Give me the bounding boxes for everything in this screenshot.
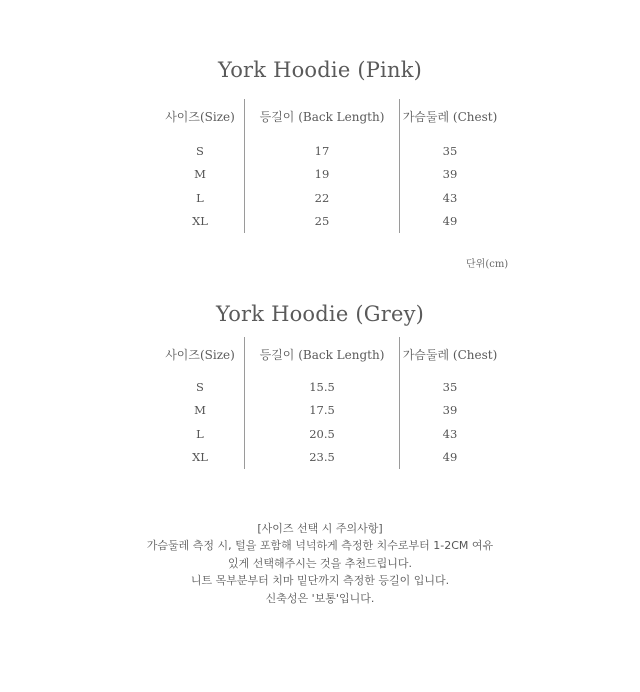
back-length-column [244, 345, 400, 469]
chest-cell: 35 [442, 380, 458, 394]
back-length-cell: 22 [314, 190, 330, 205]
grey-size-table [160, 345, 500, 471]
notes-line: 신축성은 '보통'입니다. [265, 591, 375, 605]
back-length-cell: 17.5 [309, 403, 335, 418]
size-notes [0, 520, 640, 607]
back-length-cell: 17 [314, 144, 330, 158]
size-cell: XL [192, 213, 208, 228]
size-cell: S [196, 144, 204, 158]
size-column [160, 107, 240, 233]
column-divider [399, 99, 400, 233]
size-cell: XL [192, 449, 208, 464]
size-column [160, 345, 240, 469]
chest-cell: 39 [442, 403, 458, 418]
chest-column [400, 107, 500, 233]
chest-header: 가슴둘레 (Chest) [402, 110, 498, 124]
column-divider [244, 337, 245, 469]
chest-cell: 39 [442, 167, 458, 182]
back-length-header: 등길이 (Back Length) [259, 110, 385, 124]
notes-heading: [사이즈 선택 시 주의사항] [257, 522, 383, 535]
unit-label: 단위(cm) [466, 259, 509, 270]
size-cell: M [194, 403, 206, 418]
size-cell: L [196, 426, 204, 441]
chest-header: 가슴둘레 (Chest) [402, 348, 498, 362]
notes-line: 니트 목부분부터 치마 밑단까지 측정한 등길이 입니다. [190, 574, 450, 588]
back-length-cell: 20.5 [309, 426, 335, 441]
pink-table-title: York Hoodie (Pink) [217, 58, 423, 82]
chest-cell: 43 [442, 426, 458, 441]
size-cell: S [196, 380, 204, 394]
column-divider [399, 337, 400, 469]
pink-size-table [160, 107, 500, 233]
notes-line: 있게 선택해주시는 것을 추천드립니다. [227, 556, 412, 570]
column-divider [244, 99, 245, 233]
back-length-cell: 15.5 [309, 380, 335, 394]
back-length-column [244, 107, 400, 233]
chest-cell: 35 [442, 144, 458, 158]
notes-line: 가슴둘레 측정 시, 털을 포함해 넉넉하게 측정한 치수로부터 1-2CM 여유 [146, 539, 494, 553]
chest-cell: 43 [442, 190, 458, 205]
size-header: 사이즈(Size) [165, 348, 235, 362]
back-length-cell: 23.5 [309, 449, 335, 464]
back-length-cell: 19 [314, 167, 330, 182]
back-length-header: 등길이 (Back Length) [259, 348, 385, 362]
size-cell: L [196, 190, 204, 205]
size-header: 사이즈(Size) [165, 110, 235, 124]
chest-cell: 49 [442, 213, 458, 228]
chest-cell: 49 [442, 449, 458, 464]
size-cell: M [194, 167, 206, 182]
back-length-cell: 25 [314, 213, 330, 228]
grey-table-title: York Hoodie (Grey) [215, 302, 425, 326]
chest-column [400, 345, 500, 469]
